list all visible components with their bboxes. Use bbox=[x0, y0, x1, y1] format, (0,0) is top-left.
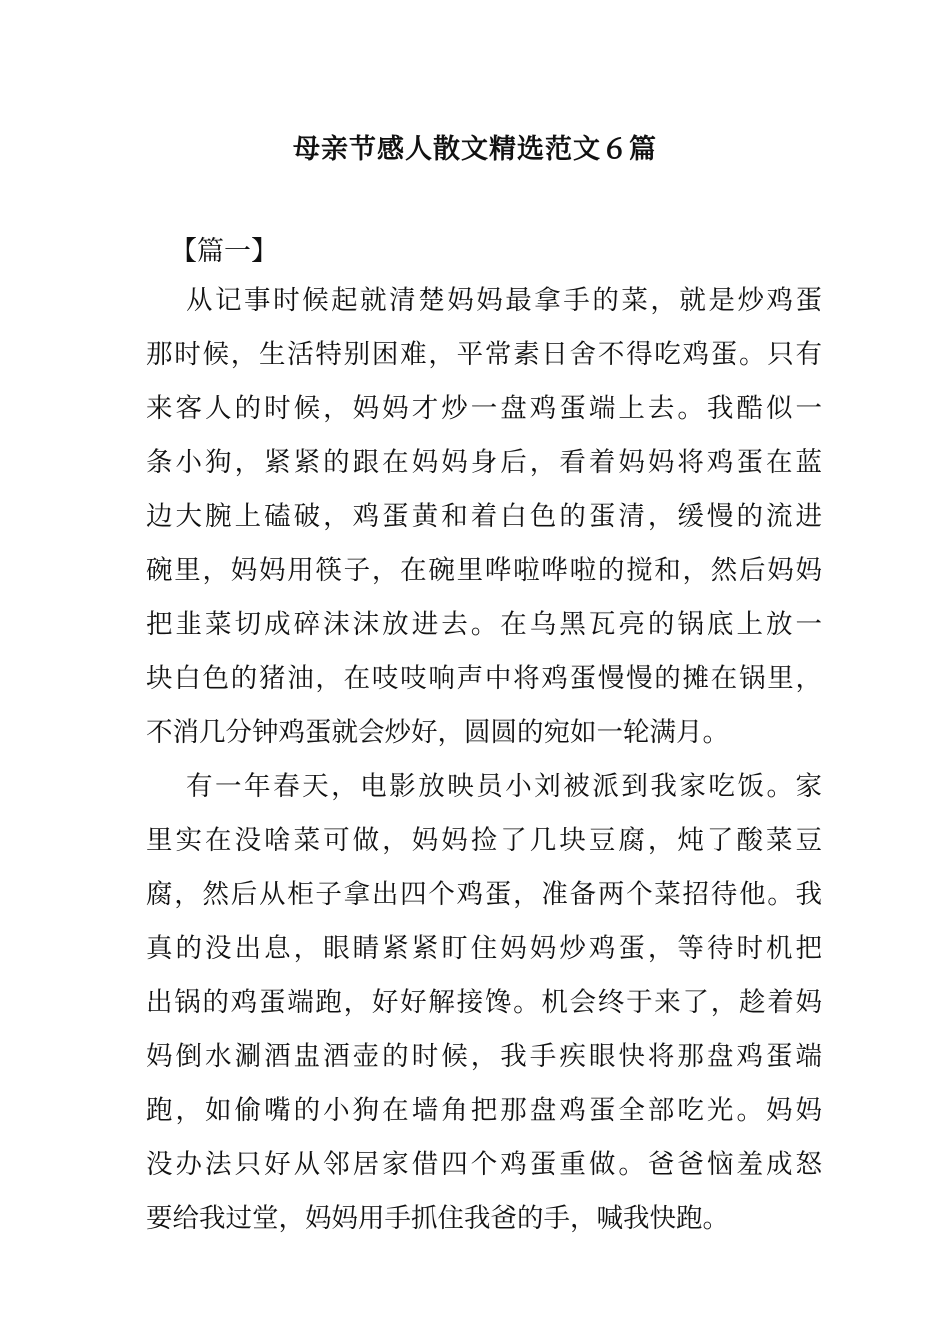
text-line: 腐，然后从柜子拿出四个鸡蛋，准备两个菜招待他。我 bbox=[146, 879, 822, 910]
paragraph-1 bbox=[146, 274, 822, 760]
article-body bbox=[146, 274, 822, 1246]
text-line: 来客人的时候，妈妈才炒一盘鸡蛋端上去。我酷似一 bbox=[146, 393, 822, 424]
text-line: 妈倒水涮酒盅酒壶的时候，我手疾眼快将那盘鸡蛋端 bbox=[146, 1041, 822, 1072]
paragraph-2 bbox=[146, 760, 822, 1246]
text-line: 出锅的鸡蛋端跑，好好解接馋。机会终于来了，趁着妈 bbox=[146, 987, 822, 1018]
text-line: 块白色的猪油，在吱吱响声中将鸡蛋慢慢的摊在锅里， bbox=[146, 663, 822, 694]
text-line: 把韭菜切成碎沫沫放进去。在乌黑瓦亮的锅底上放一 bbox=[146, 609, 822, 640]
text-line: 边大腕上磕破，鸡蛋黄和着白色的蛋清，缓慢的流进 bbox=[146, 501, 822, 532]
text-line: 从记事时候起就清楚妈妈最拿手的菜，就是炒鸡蛋 bbox=[186, 285, 822, 316]
text-line: 条小狗，紧紧的跟在妈妈身后，看着妈妈将鸡蛋在蓝 bbox=[146, 447, 822, 478]
text-line: 那时候，生活特别困难，平常素日舍不得吃鸡蛋。只有 bbox=[146, 339, 822, 370]
text-line: 不消几分钟鸡蛋就会炒好，圆圆的宛如一轮满月。 bbox=[146, 717, 729, 748]
section-heading: 【篇一】 bbox=[170, 236, 278, 267]
text-line: 真的没出息，眼睛紧紧盯住妈妈炒鸡蛋，等待时机把 bbox=[146, 933, 822, 964]
text-line: 里实在没啥菜可做，妈妈捡了几块豆腐，炖了酸菜豆 bbox=[146, 825, 822, 856]
text-line: 要给我过堂，妈妈用手抓住我爸的手，喊我快跑。 bbox=[146, 1203, 729, 1234]
text-line: 有一年春天，电影放映员小刘被派到我家吃饭。家 bbox=[186, 771, 822, 802]
document-title: 母亲节感人散文精选范文６篇 bbox=[293, 134, 657, 165]
text-line: 碗里，妈妈用筷子，在碗里哗啦哗啦的搅和，然后妈妈 bbox=[146, 555, 822, 586]
text-line: 跑，如偷嘴的小狗在墙角把那盘鸡蛋全部吃光。妈妈 bbox=[146, 1095, 822, 1126]
text-line: 没办法只好从邻居家借四个鸡蛋重做。爸爸恼羞成怒 bbox=[146, 1149, 822, 1180]
